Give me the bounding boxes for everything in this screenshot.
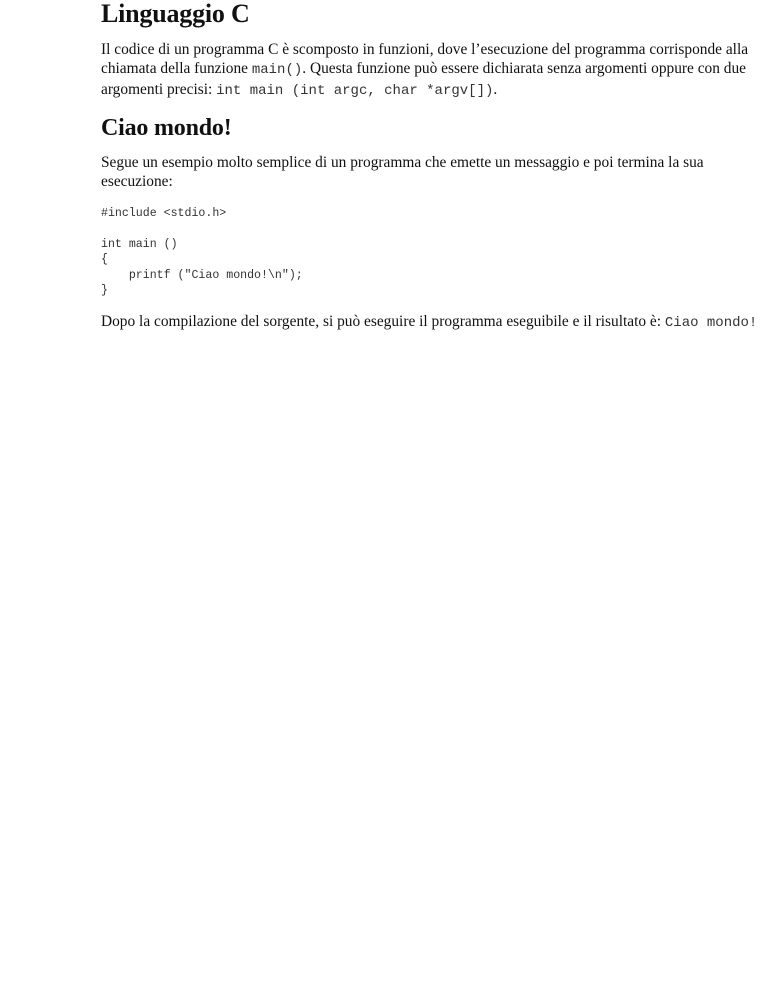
example-intro-paragraph: Segue un esempio molto semplice di un programma che emette un messaggio e poi termina la sua esecuzione: — [101, 154, 704, 190]
section-heading: Ciao mondo! — [101, 115, 232, 141]
document-page — [101, 0, 765, 333]
intro-code-signature: int main (int argc, char *argv[]) — [216, 83, 494, 99]
code-line: #include <stdio.h> — [101, 207, 227, 220]
intro-paragraph — [101, 40, 765, 101]
code-line: int main () — [101, 237, 178, 251]
result-text: Dopo la compilazione del sorgente, si può eseguire il programma eseguibile e il risultato è: — [101, 313, 665, 331]
code-line: } — [101, 284, 108, 298]
code-block — [101, 206, 765, 298]
intro-text-1: Il codice di un programma C è scomposto in funzioni, dove l’esecuzione del programma corrisponde alla chiamata della funzione — [101, 41, 749, 77]
code-line: { — [101, 253, 108, 267]
intro-text-3: . — [493, 81, 498, 98]
intro-code-main: main() — [251, 62, 303, 78]
result-paragraph — [101, 312, 765, 333]
intro-text-2: . Questa funzione può essere dichiarata senza argomenti oppure con due argomenti precisi: — [101, 60, 747, 98]
code-line: printf ("Ciao mondo!\n"); — [101, 268, 303, 282]
page-title: Linguaggio C — [101, 0, 250, 28]
result-code-output: Ciao mondo! — [664, 315, 758, 332]
